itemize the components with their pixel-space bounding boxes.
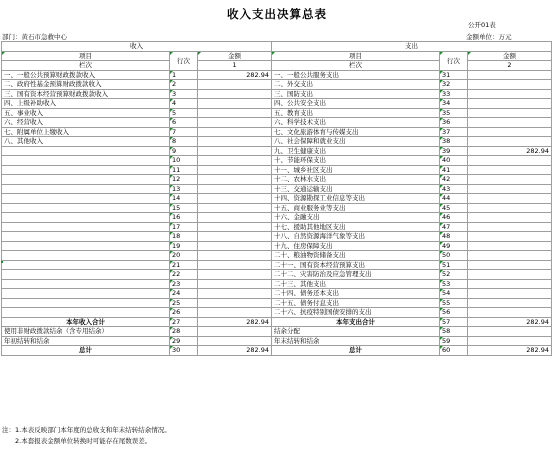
expense-item-label: 二十三、其他支出 — [272, 279, 440, 289]
income-item-label — [2, 289, 170, 299]
footnote-1: 注：1.本表反映部门本年度的总收支和年末结转结余情况。 — [2, 426, 171, 434]
expense-amount-cell[interactable] — [468, 308, 552, 318]
income-item-label — [2, 184, 170, 194]
expense-line-number: 39 — [440, 146, 468, 156]
expense-line-number: 48 — [440, 232, 468, 242]
income-item-label — [2, 156, 170, 166]
expense-surplus-allocation-label: 结余分配 — [272, 327, 440, 337]
income-item-label — [2, 298, 170, 308]
expense-amount-cell[interactable] — [468, 70, 552, 80]
expense-section-header: 支出 — [272, 42, 552, 52]
expense-amount-cell[interactable] — [468, 241, 552, 251]
income-item-label: 一、一般公共预算财政拨款收入 — [2, 70, 170, 80]
income-item-label: 七、附属单位上缴收入 — [2, 127, 170, 137]
expense-amount-cell[interactable] — [468, 175, 552, 185]
income-total-label: 本年收入合计 — [2, 317, 170, 327]
cell-marker — [1, 261, 3, 263]
table-row — [2, 194, 552, 204]
expense-amount-cell[interactable] — [468, 203, 552, 213]
income-amount-cell[interactable] — [198, 298, 272, 308]
income-amount-cell[interactable] — [198, 232, 272, 242]
expense-total-line: 57 — [440, 317, 468, 327]
income-line-number: 1 — [170, 70, 198, 80]
expense-column-label: 栏次 — [272, 61, 440, 71]
expense-line-number: 47 — [440, 222, 468, 232]
expense-surplus-allocation-amount[interactable] — [468, 327, 552, 337]
income-amount-cell[interactable] — [198, 108, 272, 118]
expense-line-number: 54 — [440, 289, 468, 299]
expense-amount-cell[interactable] — [468, 298, 552, 308]
income-line-number: 18 — [170, 232, 198, 242]
income-item-label — [2, 241, 170, 251]
income-item-label: 四、上级补助收入 — [2, 99, 170, 109]
income-item-label: 八、其他收入 — [2, 137, 170, 147]
expense-line-number: 51 — [440, 260, 468, 270]
income-opening-balance-label: 年初结转和结余 — [2, 336, 170, 346]
expense-line-number: 46 — [440, 213, 468, 223]
income-item-label: 六、经营收入 — [2, 118, 170, 128]
expense-amount-cell[interactable] — [468, 184, 552, 194]
income-line-number: 12 — [170, 175, 198, 185]
income-item-label: 五、事业收入 — [2, 108, 170, 118]
expense-item-label: 二十六、抗疫特别国债安排的支出 — [272, 308, 440, 318]
expense-item-label: 二十二、灾害防治及应急管理支出 — [272, 270, 440, 280]
expense-closing-balance-label: 年末结转和结余 — [272, 336, 440, 346]
income-item-label — [2, 213, 170, 223]
income-amount-cell[interactable] — [198, 260, 272, 270]
expense-item-header: 项目 — [272, 51, 440, 61]
expense-item-label: 十、节能环保支出 — [272, 156, 440, 166]
income-amount-cell[interactable] — [198, 184, 272, 194]
expense-item-label: 二十一、国有资本经营预算支出 — [272, 260, 440, 270]
expense-total-amount[interactable]: 282.94 — [468, 317, 552, 327]
expense-item-label: 十九、住房保障支出 — [272, 241, 440, 251]
income-item-label — [2, 222, 170, 232]
expense-amount-cell[interactable] — [468, 80, 552, 90]
expense-amount-cell[interactable] — [468, 108, 552, 118]
table-row — [2, 184, 552, 194]
income-line-number: 2 — [170, 80, 198, 90]
income-item-label — [2, 251, 170, 261]
income-item-label — [2, 175, 170, 185]
income-amount-cell[interactable] — [198, 203, 272, 213]
expense-amount-cell[interactable] — [468, 289, 552, 299]
expense-item-label: 十三、交通运输支出 — [272, 184, 440, 194]
table-row — [2, 118, 552, 128]
income-expense-table — [1, 41, 552, 356]
expense-item-label: 十七、援助其他地区支出 — [272, 222, 440, 232]
table-row — [2, 146, 552, 156]
income-amount-cell[interactable] — [198, 270, 272, 280]
expense-item-label: 八、社会保障和就业支出 — [272, 137, 440, 147]
income-item-label — [2, 270, 170, 280]
expense-amount-cell[interactable] — [468, 137, 552, 147]
expense-line-number: 34 — [440, 99, 468, 109]
income-item-label — [2, 232, 170, 242]
income-amount-cell[interactable] — [198, 251, 272, 261]
expense-item-label: 一、一般公共服务支出 — [272, 70, 440, 80]
income-line-number: 9 — [170, 146, 198, 156]
report-title: 收入支出决算总表 — [227, 7, 327, 21]
income-amount-cell[interactable]: 282.94 — [198, 70, 272, 80]
expense-total-label: 本年支出合计 — [272, 317, 440, 327]
income-nonfiscal-balance-label: 使用非财政拨款结余（含专用结余） — [2, 327, 170, 337]
table-row — [2, 80, 552, 90]
expense-item-label: 七、文化旅游体育与传媒支出 — [272, 127, 440, 137]
table-row — [2, 70, 552, 80]
expense-item-label: 九、卫生健康支出 — [272, 146, 440, 156]
income-grand-total-line: 30 — [170, 346, 198, 356]
expense-amount-cell[interactable] — [468, 156, 552, 166]
income-amount-cell[interactable] — [198, 194, 272, 204]
income-line-number: 4 — [170, 99, 198, 109]
expense-amount-cell[interactable] — [468, 251, 552, 261]
amount-unit-label: 金额单位：万元 — [466, 33, 512, 41]
income-line-number: 13 — [170, 184, 198, 194]
income-line-number: 19 — [170, 241, 198, 251]
income-amount-cell[interactable] — [198, 80, 272, 90]
expense-column-number: 2 — [468, 61, 552, 71]
expense-line-number: 45 — [440, 203, 468, 213]
income-line-number: 3 — [170, 89, 198, 99]
income-total-amount[interactable]: 282.94 — [198, 317, 272, 327]
expense-grand-total-label: 总计 — [272, 346, 440, 356]
table-row — [2, 203, 552, 213]
table-row — [2, 279, 552, 289]
expense-item-label: 十八、自然资源海洋气象等支出 — [272, 232, 440, 242]
expense-amount-cell[interactable] — [468, 194, 552, 204]
income-line-number: 20 — [170, 251, 198, 261]
expense-amount-cell[interactable] — [468, 213, 552, 223]
expense-line-number: 53 — [440, 279, 468, 289]
income-amount-cell[interactable] — [198, 241, 272, 251]
expense-amount-cell[interactable] — [468, 270, 552, 280]
income-item-label — [2, 308, 170, 318]
table-row — [2, 260, 552, 270]
income-line-number: 16 — [170, 213, 198, 223]
income-amount-cell[interactable] — [198, 156, 272, 166]
expense-amount-cell[interactable] — [468, 222, 552, 232]
income-line-number: 21 — [170, 260, 198, 270]
expense-item-label: 六、科学技术支出 — [272, 118, 440, 128]
table-row — [2, 213, 552, 223]
expense-amount-header: 金额 — [468, 51, 552, 61]
expense-surplus-allocation-line: 58 — [440, 327, 468, 337]
income-item-header: 项目 — [2, 51, 170, 61]
income-line-number: 25 — [170, 298, 198, 308]
expense-line-number: 41 — [440, 165, 468, 175]
expense-item-label: 十四、资源勘探工业信息等支出 — [272, 194, 440, 204]
income-line-number: 22 — [170, 270, 198, 280]
income-amount-cell[interactable] — [198, 213, 272, 223]
income-amount-cell[interactable] — [198, 137, 272, 147]
income-line-number: 26 — [170, 308, 198, 318]
expense-amount-cell[interactable] — [468, 127, 552, 137]
income-amount-cell[interactable] — [198, 89, 272, 99]
footnote-2: 2.本套报表金额单位转换时可能存在尾数误差。 — [2, 437, 152, 445]
expense-item-label: 十二、农林水支出 — [272, 175, 440, 185]
table-row — [2, 270, 552, 280]
expense-item-label: 二十五、债务付息支出 — [272, 298, 440, 308]
table-row — [2, 289, 552, 299]
expense-closing-balance-amount[interactable] — [468, 336, 552, 346]
expense-line-number: 56 — [440, 308, 468, 318]
expense-line-number: 50 — [440, 251, 468, 261]
expense-amount-cell[interactable] — [468, 89, 552, 99]
income-line-number: 24 — [170, 289, 198, 299]
income-total-line: 27 — [170, 317, 198, 327]
income-line-number: 7 — [170, 127, 198, 137]
table-row — [2, 251, 552, 261]
table-row — [2, 298, 552, 308]
income-amount-cell[interactable] — [198, 127, 272, 137]
table-row — [2, 156, 552, 166]
income-item-label — [2, 146, 170, 156]
income-grand-total-amount[interactable]: 282.94 — [198, 346, 272, 356]
income-amount-cell[interactable] — [198, 118, 272, 128]
income-amount-cell[interactable] — [198, 165, 272, 175]
expense-item-label: 十一、城乡社区支出 — [272, 165, 440, 175]
expense-item-label: 三、国防支出 — [272, 89, 440, 99]
income-column-label: 栏次 — [2, 61, 170, 71]
income-amount-cell[interactable] — [198, 289, 272, 299]
table-row — [2, 175, 552, 185]
expense-line-number: 35 — [440, 108, 468, 118]
table-row — [2, 127, 552, 137]
table-row — [2, 137, 552, 147]
income-item-label: 三、国有资本经营预算财政拨款收入 — [2, 89, 170, 99]
income-amount-cell[interactable] — [198, 279, 272, 289]
expense-line-number: 55 — [440, 298, 468, 308]
income-column-number: 1 — [198, 61, 272, 71]
expense-line-number: 42 — [440, 175, 468, 185]
income-nonfiscal-balance-line: 28 — [170, 327, 198, 337]
expense-amount-cell[interactable] — [468, 232, 552, 242]
income-item-label: 二、政府性基金预算财政拨款收入 — [2, 80, 170, 90]
income-line-number: 8 — [170, 137, 198, 147]
expense-amount-cell[interactable] — [468, 165, 552, 175]
table-row — [2, 308, 552, 318]
income-line-number: 23 — [170, 279, 198, 289]
expense-line-number: 52 — [440, 270, 468, 280]
expense-amount-cell[interactable] — [468, 279, 552, 289]
expense-item-label: 十五、商业服务业等支出 — [272, 203, 440, 213]
expense-line-number: 43 — [440, 184, 468, 194]
income-section-header: 收入 — [2, 42, 272, 52]
income-line-number: 5 — [170, 108, 198, 118]
income-amount-cell[interactable] — [198, 308, 272, 318]
income-amount-cell[interactable] — [198, 175, 272, 185]
expense-item-label: 二十、粮油物资储备支出 — [272, 251, 440, 261]
table-row — [2, 232, 552, 242]
expense-amount-cell[interactable] — [468, 118, 552, 128]
expense-line-number: 38 — [440, 137, 468, 147]
income-amount-cell[interactable] — [198, 146, 272, 156]
expense-line-header: 行次 — [440, 51, 468, 70]
income-line-number: 6 — [170, 118, 198, 128]
income-opening-balance-line: 29 — [170, 336, 198, 346]
income-item-label — [2, 279, 170, 289]
income-line-number: 10 — [170, 156, 198, 166]
department-label: 部门：黄石市急救中心 — [2, 33, 67, 41]
expense-grand-total-line: 60 — [440, 346, 468, 356]
income-amount-cell[interactable] — [198, 99, 272, 109]
expense-amount-cell[interactable] — [468, 99, 552, 109]
form-code: 公开01表 — [468, 21, 496, 29]
income-item-label — [2, 260, 170, 270]
income-line-number: 14 — [170, 194, 198, 204]
expense-item-label: 十六、金融支出 — [272, 213, 440, 223]
expense-closing-balance-line: 59 — [440, 336, 468, 346]
expense-item-label: 五、教育支出 — [272, 108, 440, 118]
expense-line-number: 40 — [440, 156, 468, 166]
expense-line-number: 49 — [440, 241, 468, 251]
income-line-number: 15 — [170, 203, 198, 213]
income-item-label — [2, 165, 170, 175]
income-grand-total-label: 总计 — [2, 346, 170, 356]
expense-item-label: 四、公共安全支出 — [272, 99, 440, 109]
expense-amount-cell[interactable] — [468, 260, 552, 270]
expense-line-number: 44 — [440, 194, 468, 204]
income-line-header: 行次 — [170, 51, 198, 70]
table-row — [2, 108, 552, 118]
expense-line-number: 37 — [440, 127, 468, 137]
income-line-number: 11 — [170, 165, 198, 175]
expense-item-label: 二十四、债务还本支出 — [272, 289, 440, 299]
table-row — [2, 99, 552, 109]
expense-line-number: 32 — [440, 80, 468, 90]
footnotes — [2, 425, 171, 447]
table-row — [2, 222, 552, 232]
table-row — [2, 89, 552, 99]
expense-line-number: 33 — [440, 89, 468, 99]
expense-amount-cell[interactable]: 282.94 — [468, 146, 552, 156]
income-amount-cell[interactable] — [198, 222, 272, 232]
table-row — [2, 241, 552, 251]
expense-grand-total-amount[interactable]: 282.94 — [468, 346, 552, 356]
expense-line-number: 36 — [440, 118, 468, 128]
expense-line-number: 31 — [440, 70, 468, 80]
income-nonfiscal-balance-amount[interactable] — [198, 327, 272, 337]
income-opening-balance-amount[interactable] — [198, 336, 272, 346]
expense-item-label: 二、外交支出 — [272, 80, 440, 90]
table-row — [2, 165, 552, 175]
income-item-label — [2, 203, 170, 213]
income-line-number: 17 — [170, 222, 198, 232]
income-item-label — [2, 194, 170, 204]
income-amount-header: 金额 — [198, 51, 272, 61]
